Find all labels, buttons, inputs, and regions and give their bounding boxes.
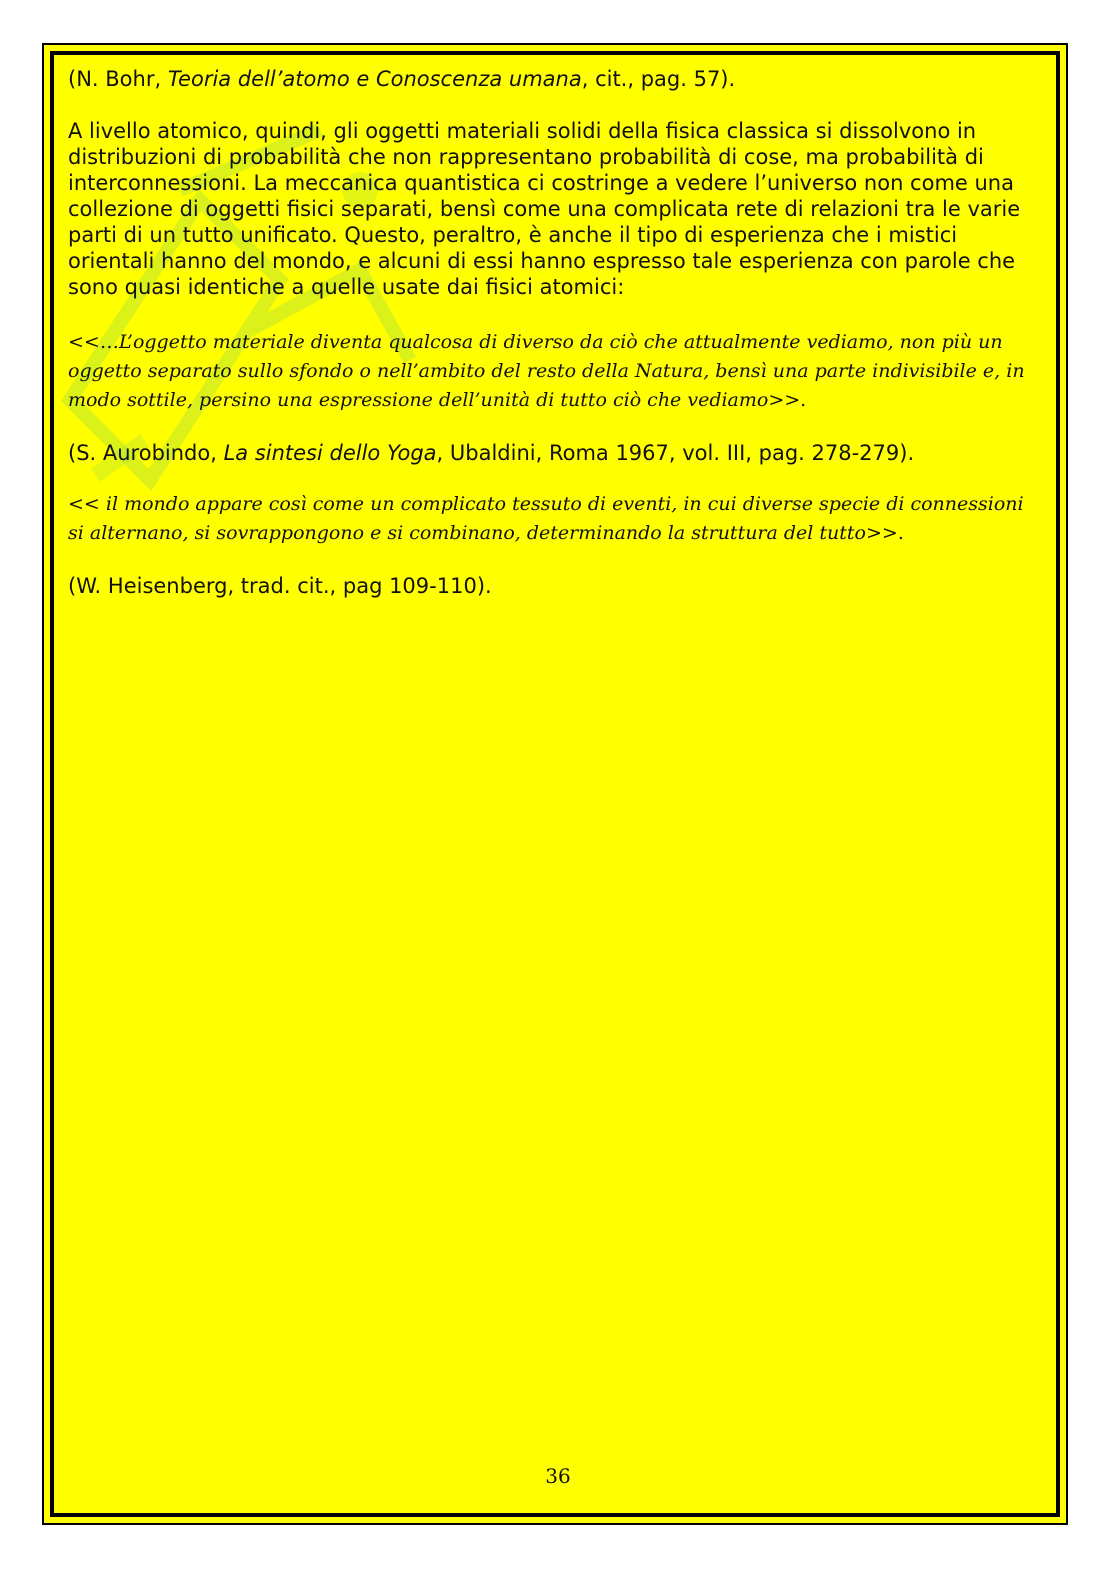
citation-bohr-prefix: (N. Bohr, <box>68 67 168 91</box>
citation-aurobindo-title: La sintesi dello Yoga <box>223 441 437 465</box>
page-number: 36 <box>545 1464 571 1488</box>
page-content <box>68 66 1036 623</box>
quote-open-marks: << <box>68 493 106 515</box>
body-paragraph: A livello atomico, quindi, gli oggetti materiali solidi della fisica classica si dissolvono in distribuzioni di probabilità che non rappresentano probabilità di cose, ma probabilità di interconnessioni. La meccanica quantistica ci costringe a vedere l’universo non come una collezione di oggetti fisici separati, bensì come una complicata rete di relazioni tra le varie parti di un tutto unificato. Questo, peraltro, è anche il tipo di esperienza che i mistici orientali hanno del mondo, e alcuni di essi hanno espresso tale esperienza con parole che sono quasi identiche a quelle usate dai fisici atomici: <box>68 119 1021 299</box>
quote-aurobindo-text: …L’oggetto materiale diventa qualcosa di diverso da ciò che attualmente vediamo, non più un oggetto separato sullo sfondo o nell’ambito del resto della Natura, bensì una parte indivisibile e, in modo sottile, persino una espressione dell’unità di tutto ciò che vediamo <box>68 331 1025 411</box>
quote-aurobindo <box>68 328 1036 415</box>
citation-heisenberg: (W. Heisenberg, trad. cit., pag 109-110). <box>68 574 492 598</box>
quote-close-marks: >>. <box>768 389 807 411</box>
citation-bohr-suffix: , cit., pag. 57). <box>581 67 736 91</box>
citation-aurobindo-suffix: , Ubaldini, Roma 1967, vol. III, pag. 278-279). <box>436 441 915 465</box>
citation-bohr <box>68 66 1036 92</box>
citation-bohr-title: Teoria dell’atomo e Conoscenza umana <box>167 67 582 91</box>
quote-close-marks: >>. <box>866 522 904 544</box>
quote-open-marks: << <box>68 331 100 353</box>
citation-aurobindo <box>68 440 1036 466</box>
quote-heisenberg <box>68 490 1036 548</box>
quote-heisenberg-text: il mondo appare così come un complicato tessuto di eventi, in cui diverse specie di connessioni si alternano, si sovrappongono e si combinano, determinando la struttura del tutto <box>68 493 1024 544</box>
citation-aurobindo-prefix: (S. Aurobindo, <box>68 441 224 465</box>
